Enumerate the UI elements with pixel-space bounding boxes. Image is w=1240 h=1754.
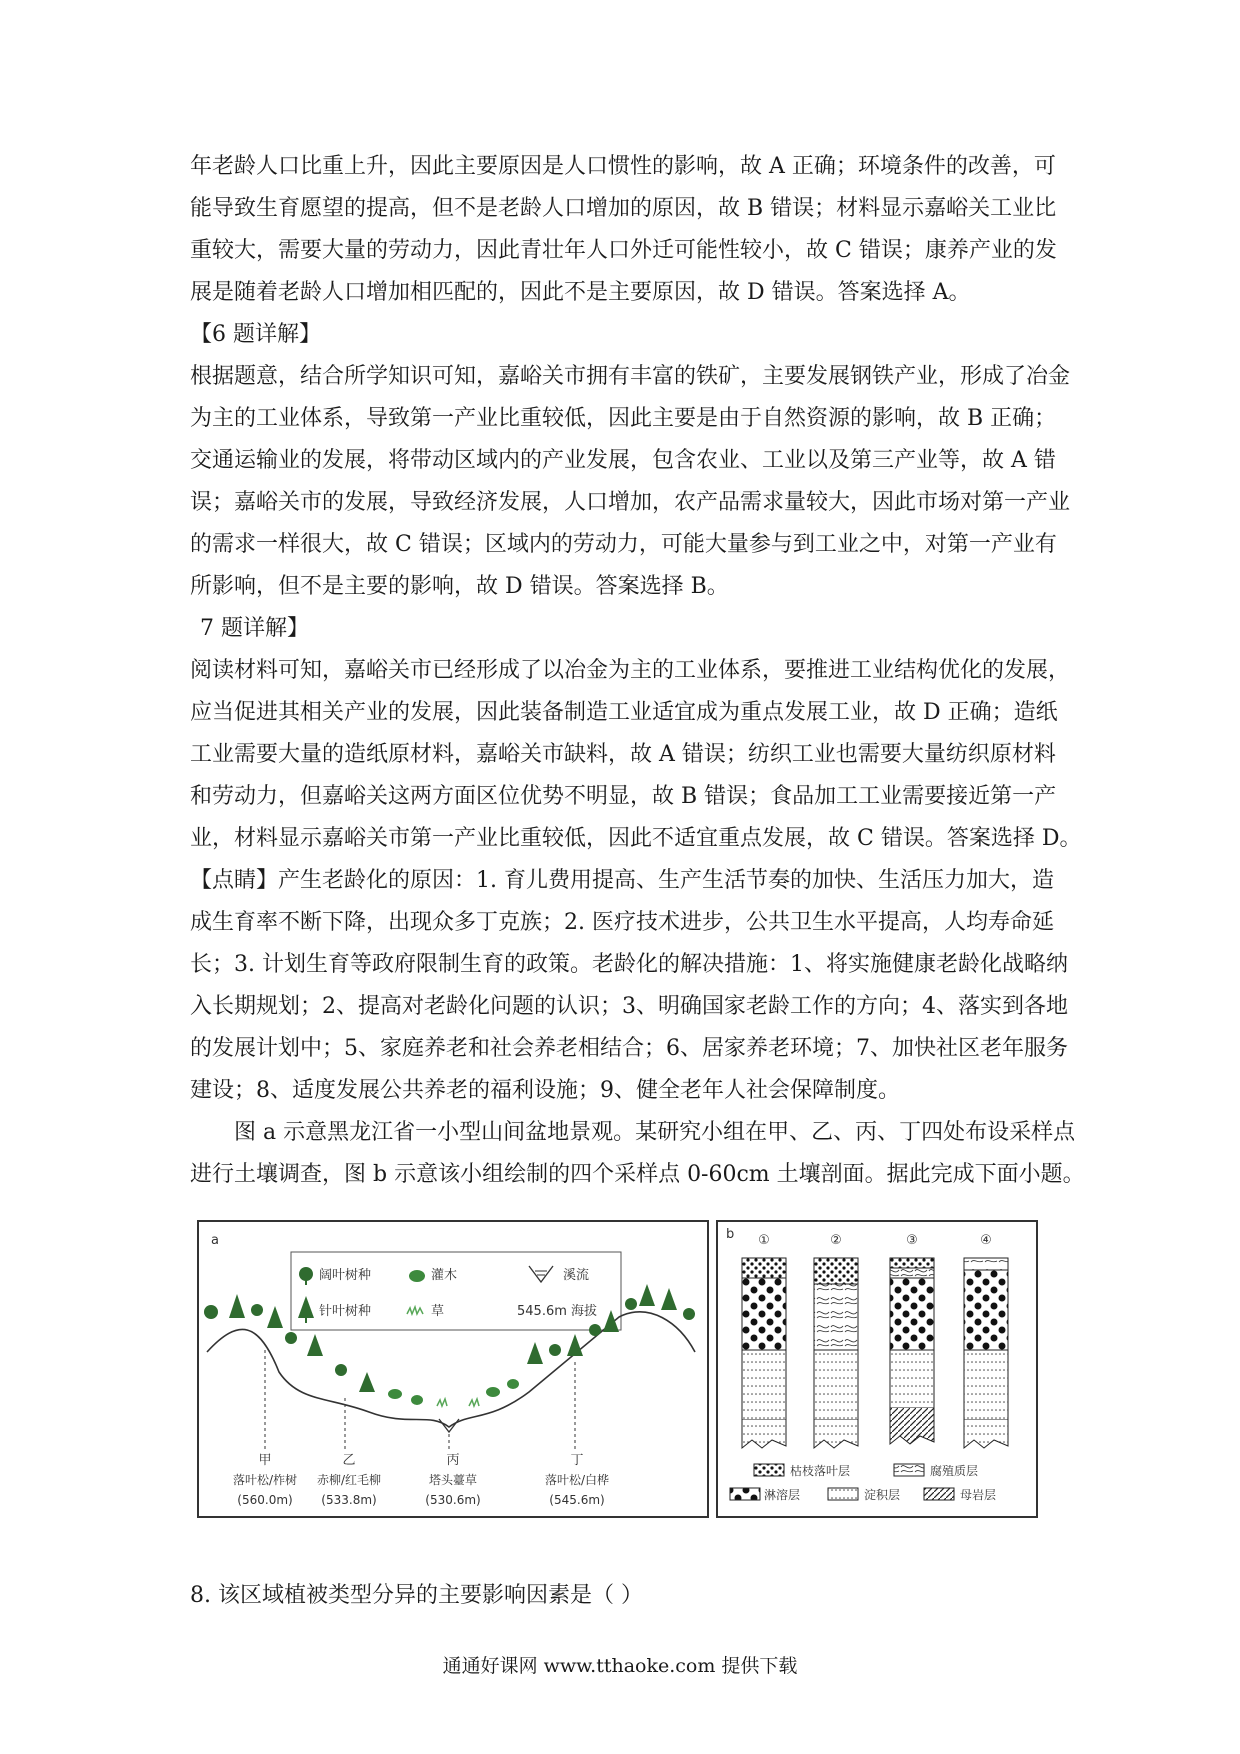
legend-eluvial-swatch xyxy=(730,1488,760,1500)
profile-3-label: ③ xyxy=(906,1233,918,1248)
text-line: 重较大，需要大量的劳动力，因此青壮年人口外迁可能性较小，故 C 错误；康养产业的发 xyxy=(190,238,1057,263)
text-line: 交通运输业的发展，将带动区域内的产业发展，包含农业、工业以及第三产业等，故 A 错 xyxy=(190,448,1056,473)
legend-elevation: 545.6m 海拔 xyxy=(517,1304,598,1319)
figure-a-drawing xyxy=(199,1222,707,1516)
legend-eluvial: 淋溶层 xyxy=(764,1488,801,1502)
q7-heading: 7 题详解】 xyxy=(200,616,309,641)
figure-a-basin xyxy=(197,1220,709,1518)
q6-heading: 【6 题详解】 xyxy=(190,322,321,347)
legend-humus: 腐殖质层 xyxy=(930,1464,979,1478)
text-line: 为主的工业体系，导致第一产业比重较低，因此主要是由于自然资源的影响，故 B 正确； xyxy=(190,406,1057,431)
legend-conifer: 针叶树种 xyxy=(319,1304,372,1319)
figure-b-label: b xyxy=(726,1227,735,1242)
text-line: 年老龄人口比重上升，因此主要原因是人口惯性的影响，故 A 正确；环境条件的改善，可 xyxy=(190,154,1056,179)
intro-line: 图 a 示意黑龙江省一小型山间盆地景观。某研究小组在甲、乙、丙、丁四处布设采样点 xyxy=(234,1120,1076,1145)
shrub-group-left xyxy=(388,1389,423,1405)
dianjing-line: 成生育率不断下降，出现众多丁克族；2. 医疗技术进步，公共卫生水平提高，人均寿命延 xyxy=(190,910,1054,935)
legend-parent-swatch xyxy=(924,1488,954,1500)
text-line: 根据题意，结合所学知识可知，嘉峪关市拥有丰富的铁矿，主要发展钢铁产业，形成了冶金 xyxy=(190,364,1071,389)
grass-patch xyxy=(437,1399,447,1406)
profile-2-column xyxy=(814,1258,858,1448)
analysis-q5-tail xyxy=(190,146,1085,1196)
dianjing-line: 的发展计划中；5、家庭养老和社会养老相结合；6、居家养老环境；7、加快社区老年服务 xyxy=(190,1036,1068,1061)
text-line: 的需求一样很大，故 C 错误；区域内的劳动力，可能大量参与到工业之中，对第一产业有 xyxy=(190,532,1057,557)
figure-a-label: a xyxy=(211,1233,219,1248)
site-yi-name: 乙 xyxy=(342,1453,356,1468)
shrub-icon xyxy=(409,1270,425,1282)
text-line: 展是随着老龄人口增加相匹配的，因此不是主要原因，故 D 错误。答案选择 A。 xyxy=(190,280,971,305)
profile-4-column xyxy=(964,1258,1008,1448)
profile-3-column xyxy=(890,1258,934,1444)
profile-1-column xyxy=(742,1258,786,1448)
tree-group-right xyxy=(527,1284,695,1364)
profile-4-label: ④ xyxy=(980,1233,992,1248)
legend-deposit: 淀积层 xyxy=(864,1488,901,1502)
site-yi-elev: (533.8m) xyxy=(321,1493,377,1507)
terrain-profile xyxy=(207,1312,695,1427)
text-line: 工业需要大量的造纸原材料，嘉峪关市缺料，故 A 错误；纺织工业也需要大量纺织原材料 xyxy=(190,742,1056,767)
legend-grass: 草 xyxy=(431,1304,445,1319)
site-jia-elev: (560.0m) xyxy=(237,1493,293,1507)
site-ding-name: 丁 xyxy=(570,1453,584,1468)
legend-stream: 溪流 xyxy=(563,1268,590,1283)
dianjing-line: 【点睛】产生老龄化的原因：1. 育儿费用提高、生产生活节奏的加快、生活压力加大，造 xyxy=(190,868,1054,893)
conifer-icon xyxy=(298,1296,314,1323)
site-ding-veg: 落叶松/白桦 xyxy=(544,1473,610,1487)
text-line: 所影响，但不是主要的影响，故 D 错误。答案选择 B。 xyxy=(190,574,729,599)
question-8: 8. 该区域植被类型分异的主要影响因素是（ ） xyxy=(190,1583,643,1608)
broadleaf-icon xyxy=(299,1267,313,1285)
intro-line: 进行土壤调查，图 b 示意该小组绘制的四个采样点 0-60cm 土壤剖面。据此完成下面小题。 xyxy=(190,1162,1085,1187)
figure-b-soil-profiles xyxy=(716,1220,1038,1518)
site-jia-name: 甲 xyxy=(258,1453,272,1468)
text-line: 能导致生育愿望的提高，但不是老龄人口增加的原因，故 B 错误；材料显示嘉峪关工业比 xyxy=(190,196,1057,221)
legend-deposit-swatch xyxy=(828,1488,858,1500)
dianjing-line: 长；3. 计划生育等政府限制生育的政策。老龄化的解决措施：1、将实施健康老龄化战略纳 xyxy=(190,952,1068,977)
profile-1-label: ① xyxy=(758,1233,770,1248)
legend-litter: 枯枝落叶层 xyxy=(790,1464,851,1478)
site-bing-veg: 塔头薹草 xyxy=(428,1473,478,1487)
shrub-group-right xyxy=(486,1379,519,1397)
site-jia-veg: 落叶松/柞树 xyxy=(232,1473,298,1487)
grass-icon xyxy=(407,1307,423,1314)
text-line: 应当促进其相关产业的发展，因此装备制造工业适宜成为重点发展工业，故 D 正确；造纸 xyxy=(190,700,1058,725)
legend-humus-swatch xyxy=(894,1464,924,1476)
site-bing-name: 丙 xyxy=(446,1453,460,1468)
site-ding-elev: (545.6m) xyxy=(549,1493,605,1507)
legend-shrub: 灌木 xyxy=(431,1268,458,1283)
stream-icon xyxy=(529,1266,553,1282)
dianjing-line: 入长期规划；2、提高对老龄化问题的认识；3、明确国家老龄工作的方向；4、落实到各地 xyxy=(190,994,1068,1019)
figure-b-drawing xyxy=(718,1222,1036,1516)
text-line: 和劳动力，但嘉峪关这两方面区位优势不明显，故 B 错误；食品加工工业需要接近第一产 xyxy=(190,784,1057,809)
text-line: 业，材料显示嘉峪关市第一产业比重较低，因此不适宜重点发展，故 C 错误。答案选择 D。 xyxy=(190,826,1082,851)
text-line: 误；嘉峪关市的发展，导致经济发展，人口增加，农产品需求量较大，因此市场对第一产业 xyxy=(190,490,1071,515)
profile-2-label: ② xyxy=(830,1233,842,1248)
legend-parent: 母岩层 xyxy=(960,1488,997,1502)
stream-marker-icon xyxy=(439,1419,459,1432)
grass-patch xyxy=(469,1399,479,1406)
legend-litter-swatch xyxy=(754,1464,784,1476)
legend-broadleaf: 阔叶树种 xyxy=(319,1268,372,1283)
footer-download-link[interactable]: 通通好课网 www.tthaoke.com 提供下载 xyxy=(442,1655,798,1677)
site-bing-elev: (530.6m) xyxy=(425,1493,481,1507)
dianjing-line: 建设；8、适度发展公共养老的福利设施；9、健全老年人社会保障制度。 xyxy=(190,1078,900,1103)
site-yi-veg: 赤柳/红毛柳 xyxy=(316,1473,382,1487)
text-line: 阅读材料可知，嘉峪关市已经形成了以冶金为主的工业体系，要推进工业结构优化的发展， xyxy=(190,658,1071,683)
